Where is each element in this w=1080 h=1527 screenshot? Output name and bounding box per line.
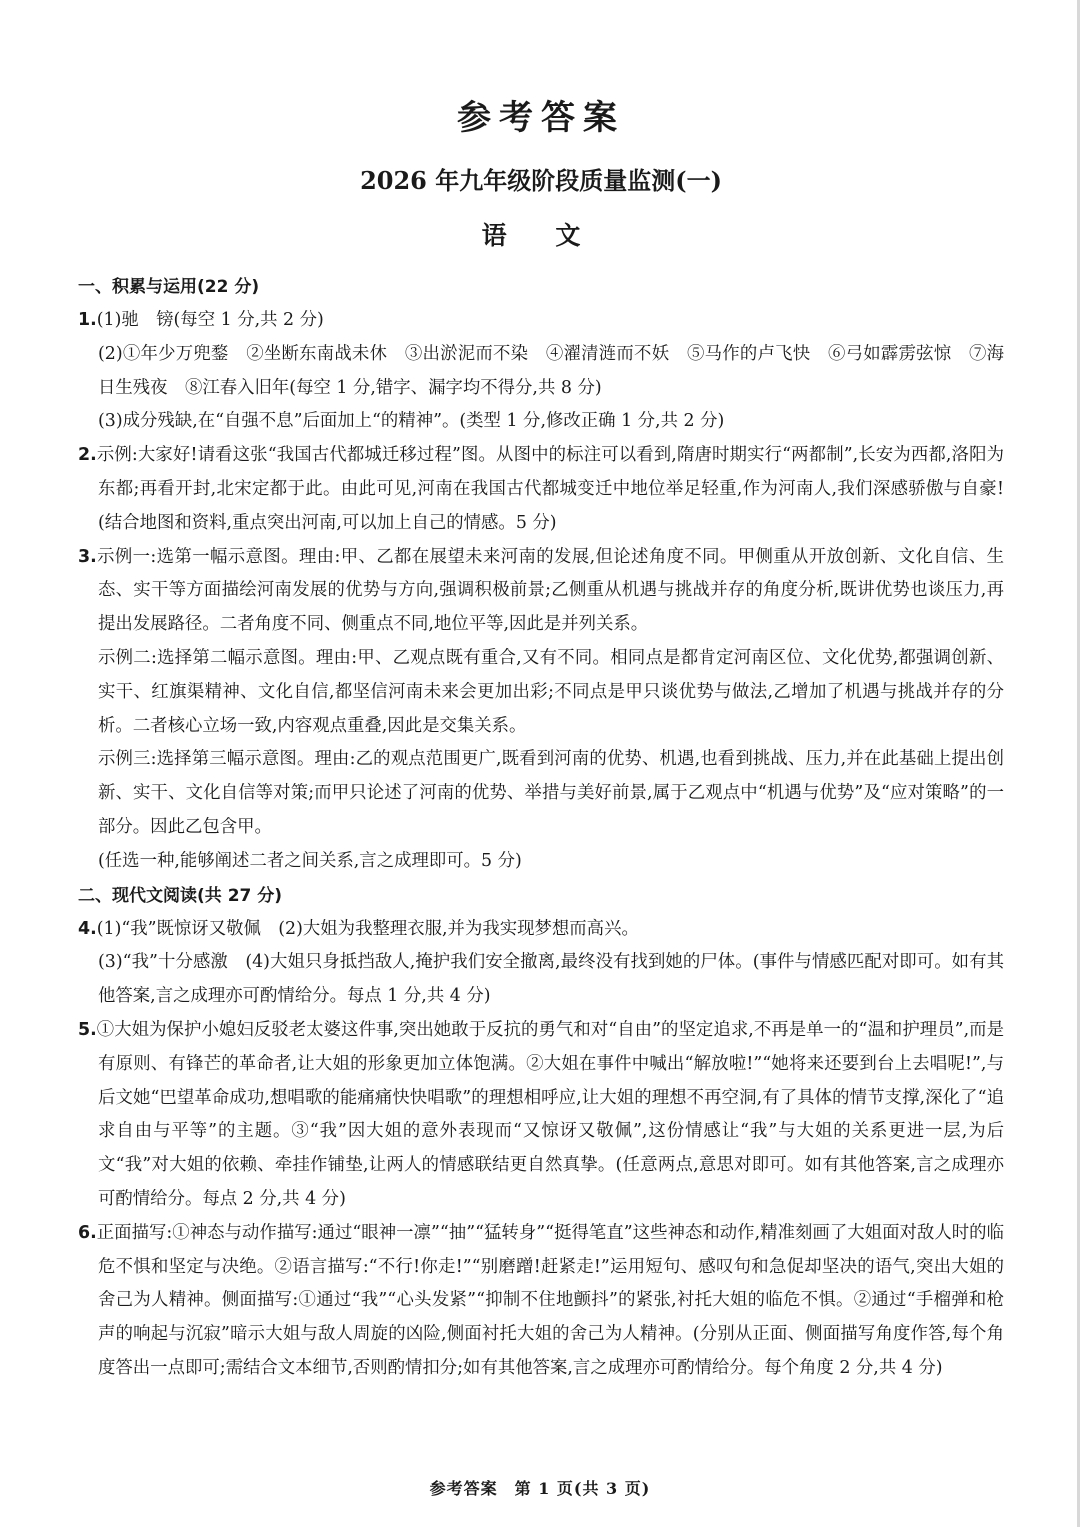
q3-example-1: 3.示例一:选第一幅示意图。理由:甲、乙都在展望未来河南的发展,但论述角度不同。甲侧重从开放创新、文化自信、生态、实干等方面描绘河南发展的优势与方向,强调积极前景;乙侧重从机遇与挑战并存的角度分析,既讲优势也谈压力,再提出发展路径。二者角度不同、侧重点不同,地位平等,因此是并列关系。 — [78, 546, 1004, 635]
question-number: 3. — [78, 546, 97, 567]
q3-example-2: 示例二:选择第二幅示意图。理由:甲、乙观点既有重合,又有不同。相同点是都肯定河南区位、文化优势,都强调创新、实干、红旗渠精神、文化自信,都坚信河南未来会更加出彩;不同点是甲只谈优势与做法,乙增加了机遇与挑战并存的分析。二者核心立场一致,内容观点重叠,因此是交集关系。 — [98, 647, 1004, 736]
question-number: 5. — [78, 1019, 97, 1040]
page-footer: 参考答案 第 1 页(共 3 页) — [429, 1479, 651, 1498]
question-number: 2. — [78, 445, 97, 466]
exam-title: 2026 年九年级阶段质量监测(一) — [360, 166, 722, 195]
question-1 — [78, 304, 1004, 439]
page-title: 参考答案 — [457, 98, 625, 138]
q1-part-3: (3)成分残缺,在“自强不息”后面加上“的精神”。(类型 1 分,修改正确 1 分,共 2 分) — [98, 411, 725, 432]
question-5: 5.①大姐为保护小媳妇反驳老太婆这件事,突出她敢于反抗的勇气和对“自由”的坚定追求,不再是单一的“温和护理员”,而是有原则、有锋芒的革命者,让大姐的形象更加立体饱满。②大姐在事件中喊出“解放啦!”“她将来还要到台上去唱呢!”,与后文她“巴望革命成功,想唱歌的能痛痛快快唱歌”的理想相呼应,让大姐的理想不再空洞,有了具体的情节支撑,深化了“追求自由与平等”的主题。③“我”因大姐的意外表现而“又惊讶又敬佩”,这份情感让“我”与大姐的关系更进一层,为后文“我”对大姐的依赖、牵挂作铺垫,让两人的情感联结更自然真挚。(任意两点,意思对即可。如有其他答案,言之成理亦可酌情给分。每点 2 分,共 4 分) — [78, 1019, 1004, 1209]
question-6: 6.正面描写:①神态与动作描写:通过“眼神一凛”“抽”“猛转身”“挺得笔直”这些神态和动作,精准刻画了大姐面对敌人时的临危不惧和坚定与决绝。②语言描写:“不行!你走!”“别磨蹭!赶紧走!”运用短句、感叹句和急促却坚决的语气,突出大姐的舍己为人精神。侧面描写:①通过“我”“心头发紧”“抑制不住地颤抖”的紧张,衬托大姐的临危不惧。②通过“手榴弹和枪声的响起与沉寂”暗示大姐与敌人周旋的凶险,侧面衬托大姐的舍己为人精神。(分别从正面、侧面描写角度作答,每个角度答出一点即可;需结合文本细节,否则酌情扣分;如有其他答案,言之成理亦可酌情给分。每个角度 2 分,共 4 分) — [78, 1222, 1004, 1378]
q3-scoring-note: (任选一种,能够阐述二者之间关系,言之成理即可。5 分) — [98, 850, 522, 871]
question-number: 6. — [78, 1222, 97, 1243]
section-heading-2: 二、现代文阅读(共 27 分) — [78, 885, 283, 906]
q4-part-1: 4.(1)“我”既惊讶又敬佩 (2)大姐为我整理衣服,并为我实现梦想而高兴。 — [78, 918, 639, 939]
question-2: 2.示例:大家好!请看这张“我国古代都城迁移过程”图。从图中的标注可以看到,隋唐时期实行“两都制”,长安为西都,洛阳为东都;再看开封,北宋定都于此。由此可见,河南在我国古代都城变迁中地位举足轻重,作为河南人,我们深感骄傲与自豪!(结合地图和资料,重点突出河南,可以加上自己的情感。5 分) — [78, 445, 1004, 533]
question-4 — [78, 913, 1004, 1014]
section-heading-1: 一、积累与运用(22 分) — [78, 277, 260, 297]
q3-example-3: 示例三:选择第三幅示意图。理由:乙的观点范围更广,既看到河南的优势、机遇,也看到挑战、压力,并在此基础上提出创新、实干、文化自信等对策;而甲只论述了河南的优势、举措与美好前景,属于乙观点中“机遇与优势”及“应对策略”的一部分。因此乙包含甲。 — [98, 749, 1004, 837]
q4-part-2: (3)“我”十分感激 (4)大姐只身抵挡敌人,掩护我们安全撤离,最终没有找到她的尸体。(事件与情感匹配对即可。如有其他答案,言之成理亦可酌情给分。每点 1 分,共 4 分) — [98, 952, 1004, 1007]
q1-part-1: 1.(1)驰 镑(每空 1 分,共 2 分) — [78, 310, 324, 330]
q1-part-2: (2)①年少万兜鍪 ②坐断东南战未休 ③出淤泥而不染 ④濯清涟而不妖 ⑤马作的卢飞快 ⑥弓如霹雳弦惊 ⑦海日生残夜 ⑧江春入旧年(每空 1 分,错字、漏字均不得分,共 8 分) — [98, 343, 1004, 398]
question-3 — [78, 541, 1004, 879]
subject-title: 语 文 — [481, 221, 601, 250]
question-number: 4. — [78, 918, 97, 939]
question-number: 1. — [78, 310, 97, 330]
